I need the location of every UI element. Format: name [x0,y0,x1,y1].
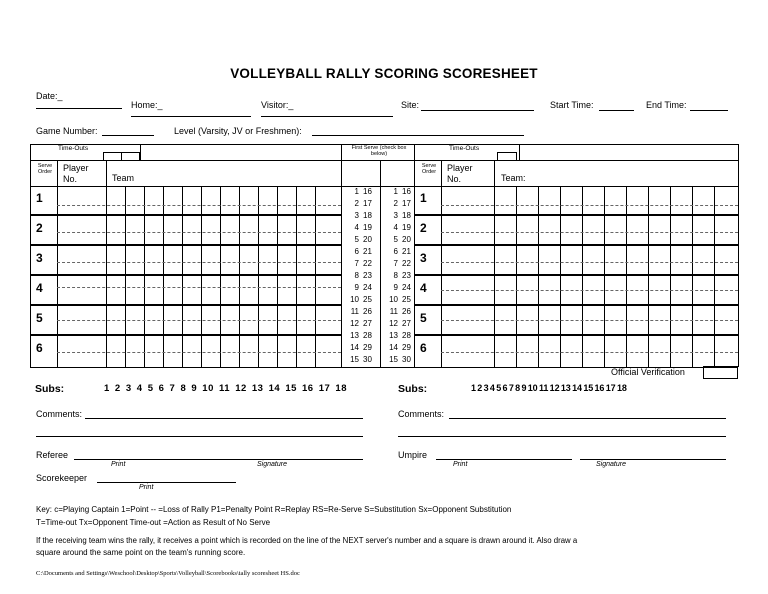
level-field[interactable] [312,135,524,136]
point-number[interactable]: 14 [389,343,398,352]
right-player-no-label: Player No. [447,163,473,184]
point-number[interactable]: 3 [393,211,398,220]
left-comments-label: Comments: [36,409,83,419]
point-number[interactable]: 13 [350,331,359,340]
left-serve-6: 6 [36,341,43,355]
note-line-2: square around the same point on the team's running score. [36,548,246,557]
point-number[interactable]: 26 [402,307,411,316]
point-number[interactable]: 20 [402,235,411,244]
umpire-signature-label: Signature [596,461,626,468]
point-number[interactable]: 29 [402,343,411,352]
point-number[interactable]: 30 [363,355,372,364]
point-number[interactable]: 13 [389,331,398,340]
end-time-field[interactable] [690,110,728,111]
point-number[interactable]: 9 [393,283,398,292]
end-time-label: End Time: [646,100,687,110]
right-subs-label: Subs: [398,383,428,395]
point-number[interactable]: 21 [402,247,411,256]
umpire-print-line[interactable] [436,459,572,460]
right-row-line [414,304,738,306]
right-serve-2: 2 [420,221,427,235]
date-label: Date:_ [36,91,63,101]
left-comments-line-1[interactable] [85,418,363,419]
point-number[interactable]: 12 [389,319,398,328]
site-field[interactable] [421,110,534,111]
key-line-1: Key: c=Playing Captain 1=Point -- =Loss of Rally P1=Penalty Point R=Replay RS=Re-Serve S=Substitution Sx=Opponent Substitution [36,505,512,514]
point-number[interactable]: 17 [363,199,372,208]
left-sub-line [57,320,341,321]
referee-label: Referee [36,450,69,460]
right-serve-4: 4 [420,281,427,295]
right-serve-6: 6 [420,341,427,355]
visitor-field[interactable] [261,116,393,117]
right-row-line [414,214,738,216]
left-player-no-label: Player No. [63,163,89,184]
umpire-signature-line[interactable] [580,459,726,460]
left-row-line [30,334,342,336]
point-number[interactable]: 22 [363,259,372,268]
point-number[interactable]: 10 [389,295,398,304]
left-serve-2: 2 [36,221,43,235]
point-number[interactable]: 15 [350,355,359,364]
point-number[interactable]: 25 [363,295,372,304]
right-comments-line-2[interactable] [398,436,726,437]
point-number[interactable]: 19 [402,223,411,232]
point-number[interactable]: 2 [354,199,359,208]
left-serve-4: 4 [36,281,43,295]
point-number[interactable]: 11 [389,307,398,316]
point-number[interactable]: 25 [402,295,411,304]
key-line-2: T=Time-out Tx=Opponent Time-out =Action as Result of No Serve [36,518,271,527]
left-row-line [30,244,342,246]
left-comments-line-2[interactable] [36,436,363,437]
point-number[interactable]: 5 [354,235,359,244]
point-number[interactable]: 30 [402,355,411,364]
point-number[interactable]: 22 [402,259,411,268]
scorekeeper-line[interactable] [97,482,236,483]
home-label: Home:_ [131,100,163,110]
left-sub-line [57,232,341,233]
point-number[interactable]: 14 [350,343,359,352]
note-line-1: If the receiving team wins the rally, it receives a point which is recorded on the line of the NEXT server's number and a square is drawn around it. Also draw a [36,536,578,545]
point-number[interactable]: 6 [393,247,398,256]
left-sub-line [57,262,341,263]
point-number[interactable]: 4 [354,223,359,232]
point-number[interactable]: 5 [393,235,398,244]
point-number[interactable]: 8 [354,271,359,280]
point-number[interactable]: 23 [402,271,411,280]
right-row-line [414,244,738,246]
referee-line[interactable] [74,459,363,460]
point-number[interactable]: 29 [363,343,372,352]
right-sub-line [441,352,738,353]
game-number-label: Game Number: [36,126,98,136]
left-row-line [30,304,342,306]
point-number[interactable]: 16 [402,187,411,196]
point-number[interactable]: 4 [393,223,398,232]
right-comments-label: Comments: [398,409,445,419]
point-number[interactable]: 18 [363,211,372,220]
umpire-label: Umpire [398,450,428,460]
right-sub-line [441,320,738,321]
left-subs-numbers: 1 2 3 4 5 6 7 8 9 10 11 12 13 14 15 16 17 18 [104,383,347,394]
right-serve-1: 1 [420,191,427,205]
start-time-field[interactable] [599,110,634,111]
left-team-label: Team [112,173,135,183]
left-sub-line [57,205,341,206]
right-timeout-box[interactable] [497,152,517,161]
site-label: Site: [401,100,420,110]
left-serve-1: 1 [36,191,43,205]
point-number[interactable]: 28 [363,331,372,340]
point-number[interactable]: 12 [350,319,359,328]
scorekeeper-print-label: Print [139,484,154,491]
point-number[interactable]: 23 [363,271,372,280]
right-team-label: Team: [501,173,526,183]
umpire-print-label: Print [453,461,468,468]
page-title: VOLLEYBALL RALLY SCORING SCORESHEET [230,66,538,81]
right-subs-numbers: 1 2 3 4 5 6 7 8 9 10 11 12 13 14 15 16 17 18 [471,383,627,393]
left-serve-3: 3 [36,251,43,265]
point-number[interactable]: 11 [350,307,359,316]
left-serve-order-label: Serve Order [37,163,53,175]
point-number[interactable]: 27 [402,319,411,328]
right-timeouts-label: Time-Outs [449,145,480,152]
left-timeout-end-line [140,144,141,160]
game-number-field[interactable] [102,135,154,136]
right-edge [738,144,739,367]
right-timeout-end-line [519,144,520,160]
left-row-line [30,274,342,276]
right-sub-line [441,290,738,291]
point-number[interactable]: 28 [402,331,411,340]
point-number[interactable]: 27 [363,319,372,328]
point-number[interactable]: 1 [354,187,359,196]
point-number[interactable]: 9 [354,283,359,292]
point-number[interactable]: 16 [363,187,372,196]
point-number[interactable]: 18 [402,211,411,220]
scorekeeper-label: Scorekeeper [36,473,88,483]
left-timeout-divider [121,152,122,161]
point-number[interactable]: 7 [393,259,398,268]
right-row-line [414,274,738,276]
point-number[interactable]: 6 [354,247,359,256]
referee-signature-label: Signature [257,461,287,468]
left-sub-line [57,287,341,288]
point-number[interactable]: 2 [393,199,398,208]
referee-print-label: Print [111,461,126,468]
start-time-label: Start Time: [550,100,594,110]
visitor-label: Visitor:_ [261,100,294,110]
point-number[interactable]: 24 [402,283,411,292]
home-field[interactable] [131,116,251,117]
point-number[interactable]: 20 [363,235,372,244]
official-verification-label: Official Verification [611,367,685,377]
right-serve-order-label: Serve Order [421,163,437,175]
date-field[interactable] [36,108,122,109]
file-path: C:\Documents and Settings\Weschool\Desktop\Sports\Volleyball\Scorebooks\tally scoresheet HS.doc [36,570,300,577]
right-comments-line-1[interactable] [449,418,726,419]
points-divider-line [380,160,381,367]
point-number[interactable]: 10 [350,295,359,304]
official-verification-box[interactable] [703,366,738,379]
right-serve-3: 3 [420,251,427,265]
point-number[interactable]: 8 [393,271,398,280]
point-number[interactable]: 21 [363,247,372,256]
point-number[interactable]: 7 [354,259,359,268]
left-subs-label: Subs: [35,383,65,395]
left-serve-5: 5 [36,311,43,325]
right-sub-line [441,205,738,206]
point-number[interactable]: 17 [402,199,411,208]
point-number[interactable]: 3 [354,211,359,220]
right-serve-5: 5 [420,311,427,325]
right-sub-line [441,232,738,233]
point-number[interactable]: 26 [363,307,372,316]
right-row-line [414,334,738,336]
left-row-line [30,214,342,216]
level-label: Level (Varsity, JV or Freshmen): [174,126,302,136]
left-sub-line [57,352,341,353]
right-sub-line [441,262,738,263]
point-number[interactable]: 1 [393,187,398,196]
first-serve-label: First Serve (check box below) [351,145,407,157]
point-number[interactable]: 15 [389,355,398,364]
left-timeouts-label: Time-Outs [58,145,89,152]
point-number[interactable]: 24 [363,283,372,292]
point-number[interactable]: 19 [363,223,372,232]
